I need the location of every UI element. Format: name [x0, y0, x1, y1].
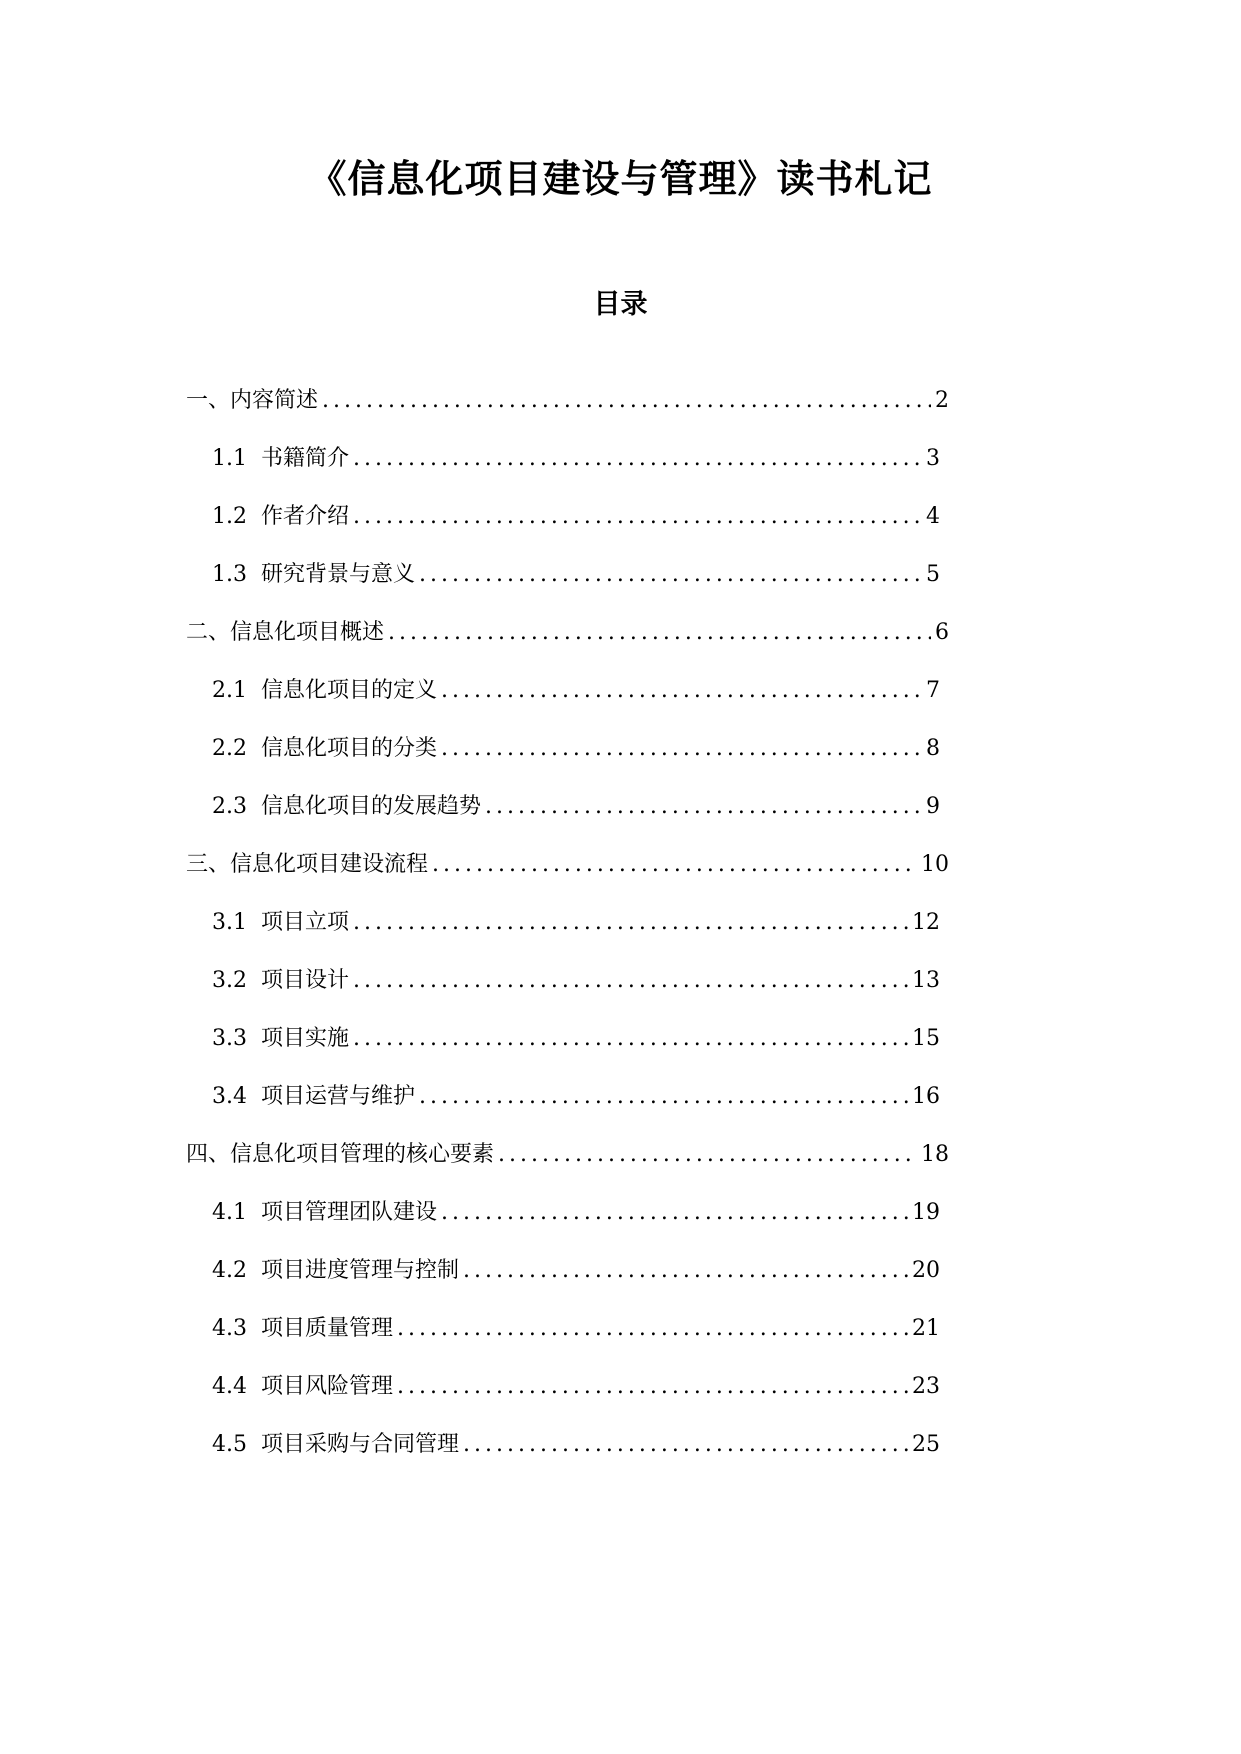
toc-entry-number: 2.3 [212, 794, 247, 819]
toc-entry-number: 3.3 [212, 1026, 247, 1051]
toc-entry-text: 项目立项 [261, 910, 350, 935]
toc-entry-text: 二、信息化项目概述 [186, 620, 385, 645]
toc-entry-label [212, 1372, 393, 1402]
toc-page-number: 20 [912, 1258, 940, 1283]
toc-dot-leader [397, 1314, 908, 1344]
toc-entry-number: 4.5 [212, 1432, 247, 1457]
toc-entry-text: 作者介绍 [261, 504, 350, 529]
toc-dot-leader [441, 734, 922, 764]
toc-entry-label [186, 850, 428, 880]
toc-page-number: 2 [935, 388, 949, 413]
toc-entry-text: 信息化项目的定义 [261, 678, 438, 703]
toc-entry-text: 项目设计 [261, 968, 350, 993]
toc-dot-leader [353, 444, 922, 474]
toc-entry[interactable] [186, 850, 949, 880]
toc-entry[interactable] [186, 618, 949, 648]
toc-page-number: 8 [926, 736, 940, 761]
toc-entry[interactable] [212, 1256, 940, 1286]
toc-entry-text: 信息化项目的分类 [261, 736, 438, 761]
toc-entry-text: 四、信息化项目管理的核心要素 [186, 1142, 495, 1167]
toc-page-number: 12 [912, 910, 940, 935]
toc-entry-number: 1.1 [212, 446, 247, 471]
toc-entry[interactable] [186, 1140, 949, 1170]
toc-page-number: 13 [912, 968, 940, 993]
toc-entry-text: 项目采购与合同管理 [261, 1432, 460, 1457]
toc-dot-leader [463, 1430, 908, 1460]
toc-page-number: 9 [926, 794, 940, 819]
toc-dot-leader [322, 386, 931, 416]
toc-dot-leader [397, 1372, 908, 1402]
toc-entry-text: 项目质量管理 [261, 1316, 394, 1341]
toc-dot-leader [353, 502, 922, 532]
toc-entry[interactable] [212, 676, 940, 706]
toc-entry-label [212, 444, 349, 474]
toc-entry-number: 2.1 [212, 678, 247, 703]
toc-entry[interactable] [212, 734, 940, 764]
toc-page-number: 6 [935, 620, 949, 645]
toc-entry[interactable] [212, 792, 940, 822]
toc-entry-label [186, 618, 384, 648]
toc-entry[interactable] [212, 1024, 940, 1054]
toc-entry[interactable] [212, 1314, 940, 1344]
toc-entry-label [212, 966, 349, 996]
toc-entry-text: 信息化项目的发展趋势 [261, 794, 482, 819]
toc-entry-number: 3.4 [212, 1084, 247, 1109]
toc-dot-leader [353, 966, 908, 996]
toc-entry-label [186, 386, 318, 416]
toc-page-number: 19 [912, 1200, 940, 1225]
toc-entry-number: 1.3 [212, 562, 247, 587]
toc-dot-leader [353, 908, 908, 938]
toc-page-number: 4 [926, 504, 940, 529]
toc-dot-leader [485, 792, 922, 822]
toc-entry[interactable] [212, 560, 940, 590]
toc-page-number: 5 [926, 562, 940, 587]
toc-entry-label [212, 1024, 349, 1054]
toc-page-number: 7 [926, 678, 940, 703]
toc-entry-label [212, 1256, 459, 1286]
toc-entry[interactable] [212, 908, 940, 938]
toc-entry-number: 2.2 [212, 736, 247, 761]
toc-entry-label [212, 1430, 459, 1460]
toc-entry-text: 项目实施 [261, 1026, 350, 1051]
toc-entry-text: 研究背景与意义 [261, 562, 416, 587]
toc-dot-leader [441, 1198, 908, 1228]
toc-entry-label [212, 1314, 393, 1344]
toc-entry[interactable] [212, 1372, 940, 1402]
toc-page-number: 21 [912, 1316, 940, 1341]
toc-dot-leader [353, 1024, 908, 1054]
toc-page-number: 23 [912, 1374, 940, 1399]
toc-entry[interactable] [212, 1198, 940, 1228]
toc-heading: 目录 [593, 289, 648, 320]
toc-page-number: 18 [921, 1142, 949, 1167]
toc-entry[interactable] [212, 1430, 940, 1460]
toc-entry-label [212, 908, 349, 938]
toc-entry[interactable] [212, 444, 940, 474]
toc-entry-label [212, 1082, 415, 1112]
document-title: 《信息化项目建设与管理》读书札记 [308, 156, 933, 201]
toc-entry-label [212, 502, 349, 532]
toc-entry-label [212, 676, 437, 706]
toc-entry-number: 1.2 [212, 504, 247, 529]
toc-page-number: 16 [912, 1084, 940, 1109]
toc-entry-label [212, 792, 481, 822]
toc-entry-label [212, 734, 437, 764]
toc-entry-text: 项目进度管理与控制 [261, 1258, 460, 1283]
toc-entry-text: 书籍简介 [261, 446, 350, 471]
toc-entry-label [212, 560, 415, 590]
toc-page-number: 15 [912, 1026, 940, 1051]
toc-entry-number: 3.2 [212, 968, 247, 993]
toc-entry[interactable] [212, 502, 940, 532]
toc-entry[interactable] [212, 1082, 940, 1112]
toc-dot-leader [388, 618, 931, 648]
toc-entry-number: 4.3 [212, 1316, 247, 1341]
toc-dot-leader [498, 1140, 917, 1170]
toc-dot-leader [441, 676, 922, 706]
toc-dot-leader [419, 560, 922, 590]
toc-page-number: 10 [921, 852, 949, 877]
toc-entry-text: 项目风险管理 [261, 1374, 394, 1399]
toc-entry-label [212, 1198, 437, 1228]
toc-entry-text: 三、信息化项目建设流程 [186, 852, 429, 877]
toc-entry-number: 3.1 [212, 910, 247, 935]
toc-entry-number: 4.4 [212, 1374, 247, 1399]
toc-entry[interactable] [186, 386, 949, 416]
toc-dot-leader [432, 850, 917, 880]
toc-entry-text: 项目管理团队建设 [261, 1200, 438, 1225]
toc-page-number: 3 [926, 446, 940, 471]
toc-dot-leader [463, 1256, 908, 1286]
toc-page-number: 25 [912, 1432, 940, 1457]
toc-entry-text: 项目运营与维护 [261, 1084, 416, 1109]
toc-dot-leader [419, 1082, 908, 1112]
toc-entry-text: 一、内容简述 [186, 388, 319, 413]
toc-entry-number: 4.2 [212, 1258, 247, 1283]
toc-entry-label [186, 1140, 494, 1170]
toc-entry-number: 4.1 [212, 1200, 247, 1225]
toc-entry[interactable] [212, 966, 940, 996]
